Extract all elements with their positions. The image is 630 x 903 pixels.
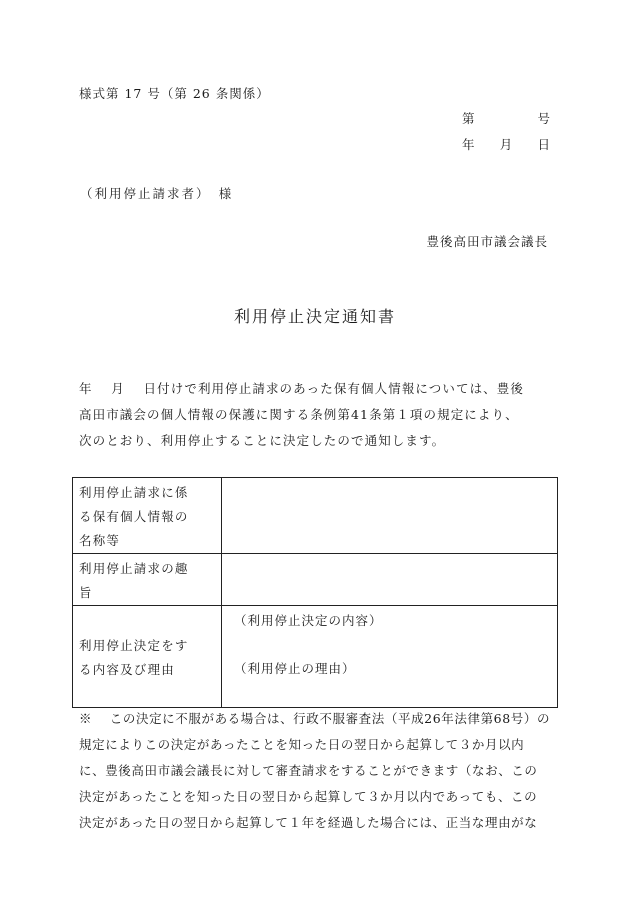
note-line: に、豊後高田市議会議長に対して審査請求をすることができます（なお、この bbox=[79, 763, 538, 778]
form-id: 様式第 17 号（第 26 条関係） bbox=[79, 86, 270, 101]
table-row bbox=[73, 478, 558, 554]
date-day: 日 bbox=[537, 137, 550, 152]
table-row bbox=[73, 606, 558, 708]
label-line: 利用停止請求の趣 bbox=[79, 561, 189, 576]
row1-label bbox=[73, 478, 222, 554]
sender: 豊後高田市議会議長 bbox=[426, 234, 548, 249]
recipient: （利用停止請求者） 様 bbox=[80, 186, 234, 201]
document-date bbox=[462, 135, 550, 153]
info-table bbox=[72, 477, 558, 708]
label-line: る保有個人情報の bbox=[79, 509, 189, 524]
document-title: 利用停止決定通知書 bbox=[233, 307, 396, 326]
row2-label bbox=[73, 554, 222, 606]
label-line: 利用停止請求に係 bbox=[79, 485, 189, 500]
number-label-prefix: 第 bbox=[462, 111, 475, 126]
decision-content-label: （利用停止決定の内容） bbox=[234, 613, 383, 628]
note-line: ※ この決定に不服がある場合は、行政不服審査法（平成26年法律第68号）の bbox=[79, 711, 551, 726]
label-line: る内容及び理由 bbox=[79, 662, 175, 677]
body-line: 年 月 日付けで利用停止請求のあった保有個人情報については、豊後 bbox=[79, 381, 524, 396]
document-number bbox=[462, 109, 550, 127]
stop-reason-label: （利用停止の理由） bbox=[234, 661, 356, 676]
row1-value bbox=[222, 478, 558, 554]
label-line: 利用停止決定をす bbox=[79, 638, 189, 653]
label-line: 名称等 bbox=[79, 533, 121, 548]
number-label-suffix: 号 bbox=[537, 111, 550, 126]
body-text bbox=[79, 376, 554, 454]
date-year: 年 bbox=[462, 137, 475, 152]
row2-value bbox=[222, 554, 558, 606]
body-line: 高田市議会の個人情報の保護に関する条例第41条第１項の規定により、 bbox=[79, 407, 519, 422]
row3-label bbox=[73, 606, 222, 708]
row3-value bbox=[222, 606, 558, 708]
note-line: 規定によりこの決定があったことを知った日の翌日から起算して３か月以内 bbox=[79, 737, 525, 752]
label-line: 旨 bbox=[79, 585, 93, 600]
body-line: 次のとおり、利用停止することに決定したので通知します。 bbox=[79, 433, 446, 448]
date-month: 月 bbox=[499, 137, 513, 152]
note-line: 決定があった日の翌日から起算して１年を経過した場合には、正当な理由がな bbox=[79, 815, 538, 830]
table-row bbox=[73, 554, 558, 606]
note-line: 決定があったことを知った日の翌日から起算して３か月以内であっても、この bbox=[79, 789, 538, 804]
appeal-note bbox=[79, 706, 559, 836]
